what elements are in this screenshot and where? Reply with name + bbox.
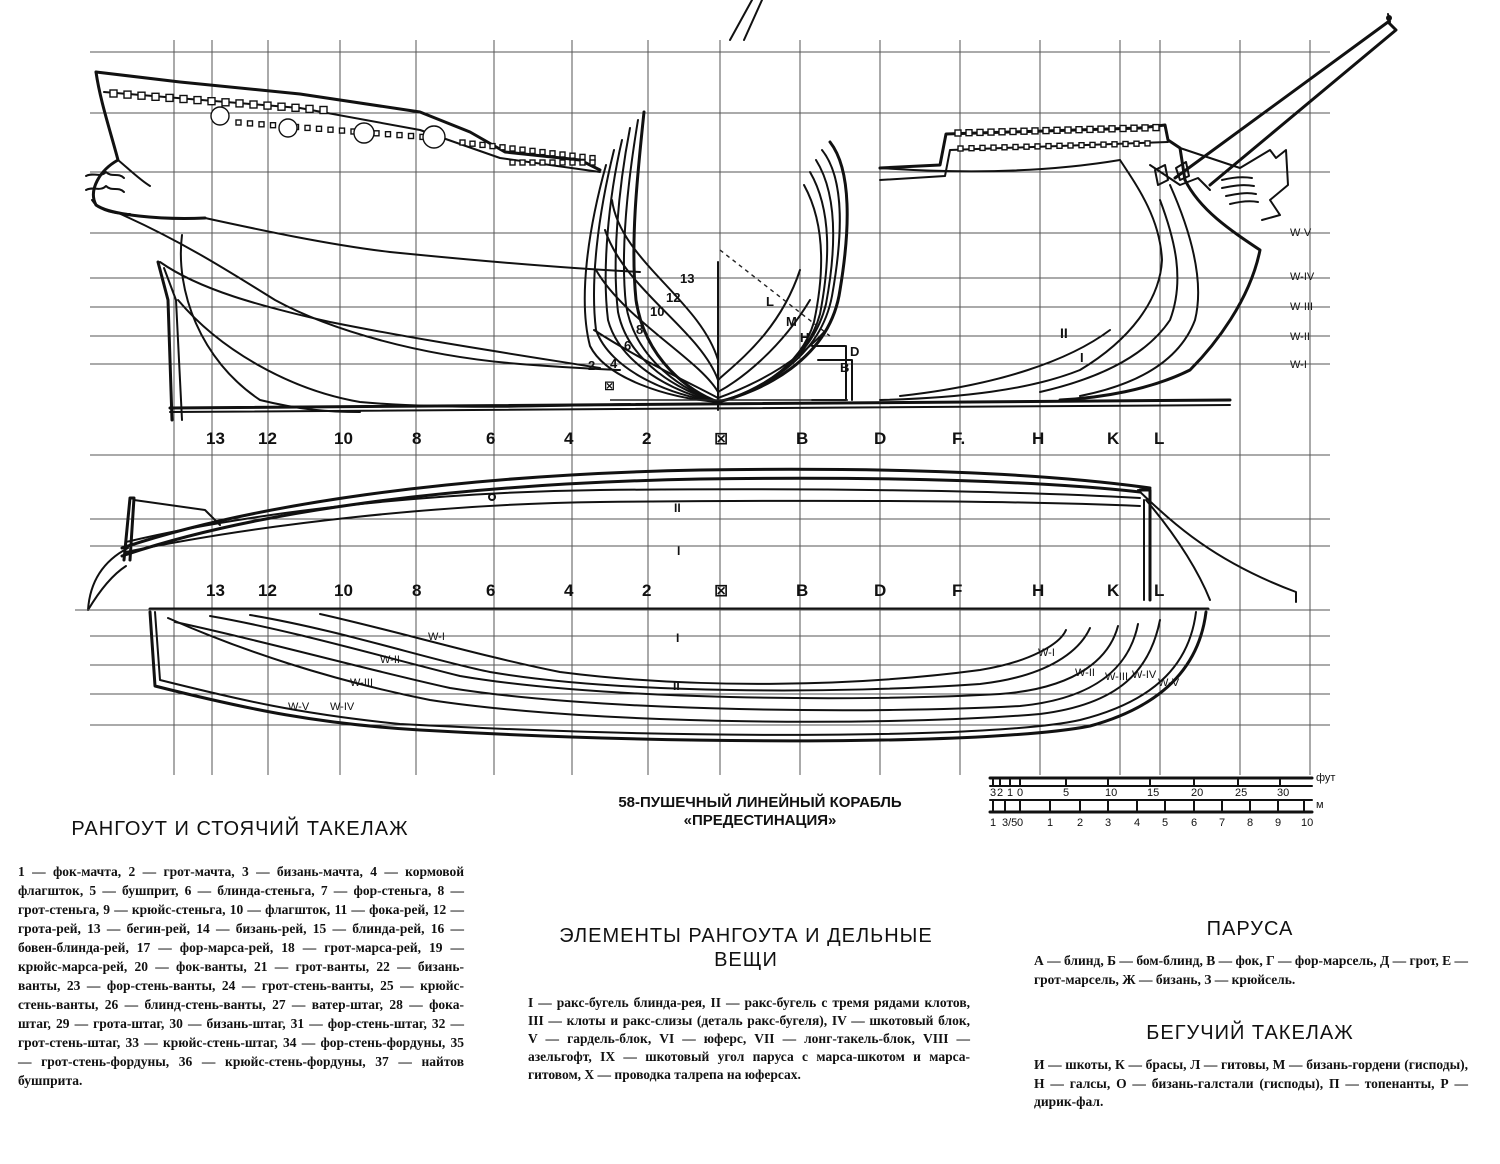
scale-meter-tick: 5 <box>1162 817 1169 829</box>
scale-meter-tick: 3 <box>1105 817 1112 829</box>
scale-feet-tick: 10 <box>1105 787 1118 799</box>
svg-text:W-I: W-I <box>1038 647 1055 659</box>
body-plan-label: 12 <box>666 290 681 305</box>
station-label-middle: F <box>952 581 963 600</box>
body-plan-label: 2 <box>588 358 596 373</box>
svg-text:II: II <box>1060 325 1068 341</box>
station-label-upper: F. <box>952 429 966 448</box>
station-label-middle: B <box>796 581 809 600</box>
station-label-upper: 4 <box>564 429 574 448</box>
svg-text:II: II <box>674 501 681 515</box>
station-label-middle: 8 <box>412 581 422 600</box>
station-label-upper: 10 <box>334 429 353 448</box>
svg-text:W-V: W-V <box>1158 677 1180 689</box>
body-plan-label: ⊠ <box>604 378 615 393</box>
svg-text:W-II: W-II <box>380 654 400 666</box>
scale-feet-tick: 2 <box>997 787 1004 799</box>
fittings-heading <box>520 924 972 972</box>
scale-feet-unit: фут <box>1316 772 1336 784</box>
scale-meter-tick: 9 <box>1275 817 1282 829</box>
scale-meter-tick: 4 <box>1134 817 1141 829</box>
waterline-label: W-III <box>1290 301 1314 313</box>
svg-text:W-I: W-I <box>428 631 445 643</box>
station-label-middle: K <box>1107 581 1120 600</box>
station-label-middle: D <box>874 581 887 600</box>
waterline-label: W-IV <box>1290 271 1315 283</box>
station-label-upper: L <box>1154 429 1165 448</box>
station-label-middle: 10 <box>334 581 353 600</box>
scale-meter-tick: 3/5 <box>1002 817 1018 829</box>
scale-feet-tick: 0 <box>1017 787 1024 799</box>
fittings-legend: I — ракс-бугель блинда-рея, II — ракс-бугель с тремя рядами клотов, III — клоты и ракс-слизы (деталь ракс-бугеля), IV — шкотовый блок, V — гардель-блок, VI — юферс, VII — лонг-такель-блок, VIII — азельгофт, IX — шкотовый угол паруса с марса-шкотом и марса-гитовом, X — проводка талрепа на юферсах. <box>528 995 970 1082</box>
svg-text:II: II <box>673 679 680 693</box>
svg-text:W-V: W-V <box>288 701 310 713</box>
scale-meter-tick: 8 <box>1247 817 1254 829</box>
scale-feet-tick: 30 <box>1277 787 1290 799</box>
station-label-middle: 6 <box>486 581 496 600</box>
waterline-plan <box>150 612 1206 741</box>
fittings-heading-line-2: ВЕЩИ <box>714 949 778 971</box>
station-label-middle: 2 <box>642 581 652 600</box>
body-plan <box>585 112 860 410</box>
body-plan-label: 4 <box>610 356 618 371</box>
title-line-1: 58-ПУШЕЧНЫЙ ЛИНЕЙНЫЙ КОРАБЛЬ <box>618 794 902 811</box>
station-label-middle: 4 <box>564 581 574 600</box>
body-plan-label: H <box>800 330 810 345</box>
scale-meter-tick: 1 <box>1047 817 1054 829</box>
station-label-upper: 2 <box>642 429 652 448</box>
waterline-label: W-II <box>1290 331 1310 343</box>
running-heading: БЕГУЧИЙ ТАКЕЛАЖ <box>1146 1022 1354 1044</box>
station-label-middle: L <box>1154 581 1165 600</box>
running-legend: И — шкоты, К — брасы, Л — гитовы, М — бизань-гордени (гисподы), Н — галсы, О — бизань-галстали (гисподы), П — топенанты, Р — дирик-фал. <box>1034 1057 1468 1109</box>
station-labels-middle <box>206 581 1164 600</box>
spars-heading: РАНГОУТ И СТОЯЧИЙ ТАКЕЛАЖ <box>71 818 409 840</box>
scale-feet-tick: 20 <box>1191 787 1204 799</box>
body-plan-label: 6 <box>624 338 632 353</box>
station-label-upper: K <box>1107 429 1120 448</box>
scale-meter-tick: 6 <box>1191 817 1198 829</box>
station-label-upper: 13 <box>206 429 225 448</box>
sails-heading: ПАРУСА <box>1206 918 1294 940</box>
spars-legend: 1 — фок-мачта, 2 — грот-мачта, 3 — бизань-мачта, 4 — кормовой флагшток, 5 — бушприт, 6 — блинда-стеньга, 7 — фор-стеньга, 8 — грот-стеньга, 9 — крюйс-стеньга, 10 — флагшток, 11 — фока-рей, 12 — грота-рей, 13 — бегин-рей, 14 — бизань-рей, 15 — блинда-рей, 16 — бовен-блинда-рей, 17 — фор-марса-рей, 18 — грот-марса-рей, 19 — крюйс-марса-рей, 20 — фок-ванты, 21 — грот-ванты, 22 — бизань-ванты, 23 — фор-стень-ванты, 24 — грот-стень-ванты, 25 — крюйс-стень-ванты, 26 — блинд-стень-ванты, 27 — ватер-штаг, 28 — фока-штаг, 29 — грота-штаг, 30 — бизань-штаг, 31 — фор-стень-штаг, 32 — грот-стень-штаг, 33 — крюйс-стень-штаг, 34 — фор-стень-фордуны, 35 — грот-стень-фордуны, 36 — крюйс-стень-фордуны, 37 — найтов бушприта. <box>18 864 464 1088</box>
body-plan-label: D <box>850 344 860 359</box>
scale-feet-tick: 5 <box>1063 787 1070 799</box>
svg-text:W-IV: W-IV <box>330 701 355 713</box>
scale-meter-tick: 0 <box>1017 817 1024 829</box>
station-label-upper: 8 <box>412 429 422 448</box>
svg-text:W-III: W-III <box>350 677 374 689</box>
svg-text:W-IV: W-IV <box>1132 669 1157 681</box>
station-label-upper: 12 <box>258 429 277 448</box>
waterline-label: W-I <box>1290 359 1307 371</box>
body-plan-label: B <box>840 360 850 375</box>
body-plan-label: L <box>766 294 774 309</box>
station-label-upper: B <box>796 429 809 448</box>
sheer-plan <box>86 0 1396 420</box>
svg-text:I: I <box>677 544 681 558</box>
scale-feet-tick: 1 <box>1007 787 1014 799</box>
waterline-label: W-V <box>1290 227 1312 239</box>
scale-meters-unit: м <box>1316 799 1324 811</box>
station-label-middle: 13 <box>206 581 225 600</box>
body-plan-label: 8 <box>636 322 644 337</box>
scale-meter-tick: 1 <box>990 817 997 829</box>
station-label-upper: 6 <box>486 429 496 448</box>
scale-feet-tick: 25 <box>1235 787 1248 799</box>
scale-feet-tick: 3 <box>990 787 997 799</box>
svg-text:I: I <box>1080 350 1084 365</box>
scale-meter-tick: 10 <box>1301 817 1314 829</box>
station-labels-upper <box>206 429 1164 448</box>
body-plan-label: M <box>786 314 797 329</box>
scale-feet-tick: 15 <box>1147 787 1160 799</box>
station-label-upper: ⊠ <box>714 429 729 448</box>
station-label-upper: H <box>1032 429 1045 448</box>
svg-text:I: I <box>676 631 680 645</box>
fittings-heading-line-1: ЭЛЕМЕНТЫ РАНГОУТА И ДЕЛЬНЫЕ <box>559 925 933 947</box>
station-label-middle: H <box>1032 581 1045 600</box>
scale-bar <box>990 772 1335 829</box>
svg-text:W-II: W-II <box>1075 667 1095 679</box>
station-label-middle: 12 <box>258 581 277 600</box>
body-plan-label: 13 <box>680 271 695 286</box>
sails-legend: А — блинд, Б — бом-блинд, В — фок, Г — фор-марсель, Д — грот, Е — грот-марсель, Ж — бизань, З — крюйсель. <box>1034 953 1468 987</box>
drawing-title <box>560 794 960 830</box>
station-label-middle: ⊠ <box>714 581 729 600</box>
station-label-upper: D <box>874 429 887 448</box>
body-plan-label: 10 <box>650 304 665 319</box>
svg-text:W-III: W-III <box>1105 671 1129 683</box>
scale-meter-tick: 2 <box>1077 817 1084 829</box>
scale-meter-tick: 7 <box>1219 817 1226 829</box>
title-line-2: «ПРЕДЕСТИНАЦИЯ» <box>683 812 837 829</box>
